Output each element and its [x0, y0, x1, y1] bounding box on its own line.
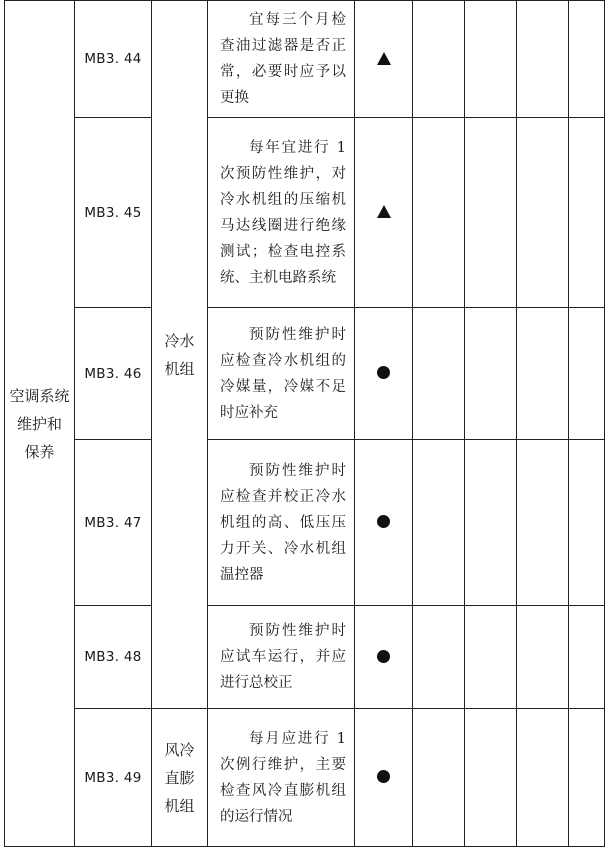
mark-cell [355, 1, 413, 118]
table-row [5, 606, 605, 709]
empty-cell [465, 118, 517, 308]
empty-cell [413, 118, 465, 308]
triangle-icon [377, 205, 391, 218]
circle-icon [377, 515, 390, 528]
item-code: MB3. 44 [75, 1, 152, 118]
subcategory-line: 冷水 [164, 331, 195, 350]
item-code: MB3. 45 [75, 118, 152, 308]
table-row [5, 1, 605, 118]
item-code: MB3. 46 [75, 308, 152, 440]
mark-cell [355, 606, 413, 709]
empty-cell [517, 118, 569, 308]
item-code: MB3. 48 [75, 606, 152, 709]
empty-cell [569, 118, 605, 308]
empty-cell [517, 440, 569, 606]
table-row [5, 118, 605, 308]
category-line: 维护和 [16, 414, 62, 433]
subcategory-line: 机组 [164, 796, 195, 815]
item-description: 预防性维护时应检查并校正冷水机组的高、低压压力开关、冷水机组温控器 [208, 440, 355, 606]
item-code: MB3. 47 [75, 440, 152, 606]
empty-cell [465, 606, 517, 709]
table-row [5, 709, 605, 847]
empty-cell [517, 308, 569, 440]
empty-cell [569, 606, 605, 709]
item-description: 预防性维护时应检查冷水机组的冷媒量，冷媒不足时应补充 [208, 308, 355, 440]
circle-icon [377, 366, 390, 379]
item-description: 预防性维护时应试车运行，并应进行总校正 [208, 606, 355, 709]
empty-cell [465, 1, 517, 118]
category-line: 保养 [24, 442, 55, 461]
mark-cell [355, 118, 413, 308]
empty-cell [465, 709, 517, 847]
empty-cell [413, 440, 465, 606]
category-line: 空调系统 [9, 386, 70, 405]
subcategory-cell [152, 1, 208, 709]
subcategory-line: 直膨 [164, 768, 195, 787]
empty-cell [517, 1, 569, 118]
empty-cell [465, 308, 517, 440]
item-description: 每月应进行 1 次例行维护，主要检查风冷直膨机组的运行情况 [208, 709, 355, 847]
subcategory-line: 风冷 [164, 740, 195, 759]
empty-cell [413, 1, 465, 118]
empty-cell [569, 440, 605, 606]
empty-cell [413, 709, 465, 847]
empty-cell [569, 709, 605, 847]
category-cell [5, 1, 75, 847]
subcategory-cell [152, 709, 208, 847]
triangle-icon [377, 52, 391, 65]
empty-cell [413, 606, 465, 709]
mark-cell [355, 308, 413, 440]
maintenance-table [4, 0, 605, 847]
circle-icon [377, 770, 390, 783]
empty-cell [517, 606, 569, 709]
table-row [5, 308, 605, 440]
item-description: 每年宜进行 1 次预防性维护，对冷水机组的压缩机马达线圈进行绝缘测试；检查电控系统、主机电路系统 [208, 118, 355, 308]
table-row [5, 440, 605, 606]
empty-cell [569, 308, 605, 440]
subcategory-line: 机组 [164, 359, 195, 378]
mark-cell [355, 709, 413, 847]
empty-cell [465, 440, 517, 606]
circle-icon [377, 650, 390, 663]
mark-cell [355, 440, 413, 606]
item-description: 宜每三个月检查油过滤器是否正常，必要时应予以更换 [208, 1, 355, 118]
item-code: MB3. 49 [75, 709, 152, 847]
empty-cell [569, 1, 605, 118]
empty-cell [517, 709, 569, 847]
empty-cell [413, 308, 465, 440]
